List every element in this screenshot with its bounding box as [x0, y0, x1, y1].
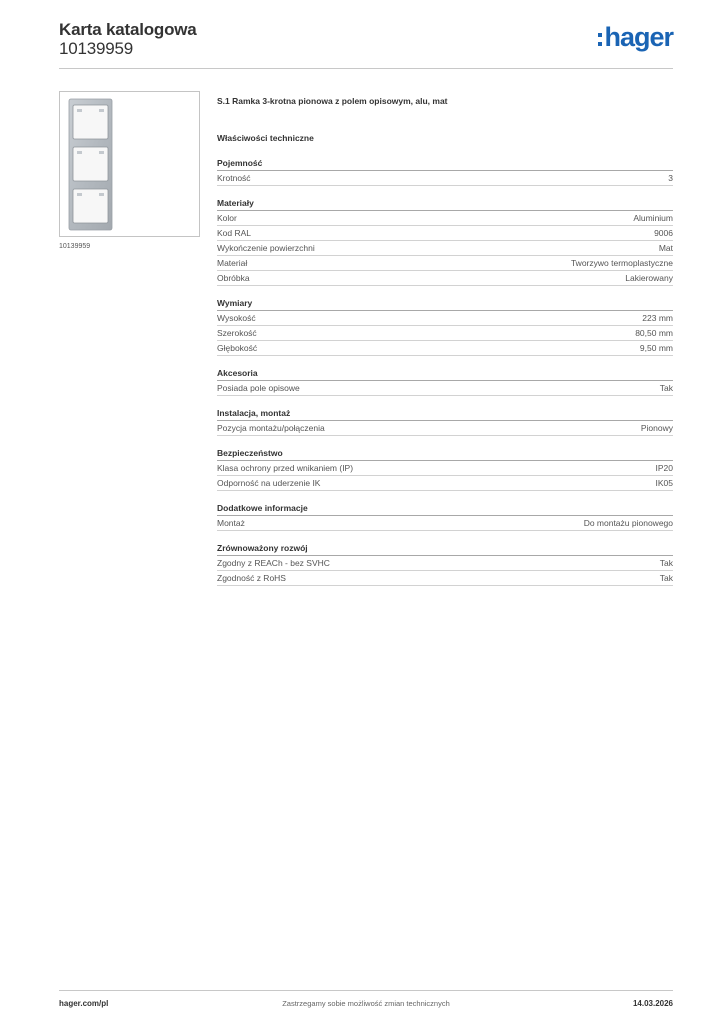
spec-row — [217, 211, 673, 226]
spec-group — [217, 296, 673, 356]
spec-label: Odporność na uderzenie IK — [217, 478, 321, 488]
spec-label: Krotność — [217, 173, 251, 183]
spec-group — [217, 366, 673, 396]
spec-group — [217, 406, 673, 436]
document-title: Karta katalogowa — [59, 20, 197, 39]
product-name: S.1 Ramka 3-krotna pionowa z polem opisowym, alu, mat — [217, 96, 448, 106]
spec-value: Tak — [659, 383, 673, 393]
spec-value: Tworzywo termoplastyczne — [570, 258, 673, 268]
spec-value: 80,50 mm — [635, 328, 673, 338]
spec-value: 223 mm — [642, 313, 673, 323]
spec-group — [217, 541, 673, 586]
spec-group-title: Wymiary — [217, 296, 673, 311]
spec-value: IK05 — [655, 478, 673, 488]
spec-row — [217, 241, 673, 256]
spec-row — [217, 421, 673, 436]
spec-row — [217, 311, 673, 326]
spec-group-title: Bezpieczeństwo — [217, 446, 673, 461]
footer-disclaimer: Zastrzegamy sobie możliwość zmian technicznych — [282, 999, 450, 1008]
spec-value: Aluminium — [633, 213, 673, 223]
triple-frame-image-icon — [60, 92, 199, 236]
spec-value: 9,50 mm — [639, 343, 673, 353]
spec-group-title: Zrównoważony rozwój — [217, 541, 673, 556]
spec-group — [217, 501, 673, 531]
spec-value: Tak — [659, 573, 673, 583]
footer-divider — [59, 990, 673, 991]
header-divider — [59, 68, 673, 69]
spec-value: 9006 — [654, 228, 673, 238]
spec-group — [217, 196, 673, 286]
spec-group — [217, 446, 673, 491]
spec-label: Montaż — [217, 518, 245, 528]
spec-row — [217, 476, 673, 491]
spec-row — [217, 556, 673, 571]
spec-row — [217, 381, 673, 396]
spec-value: 3 — [668, 173, 673, 183]
footer-website: hager.com/pl — [59, 999, 109, 1008]
spec-value: IP20 — [655, 463, 673, 473]
spec-label: Kolor — [217, 213, 237, 223]
spec-row — [217, 516, 673, 531]
product-image — [59, 91, 200, 237]
spec-label: Pozycja montażu/połączenia — [217, 423, 325, 433]
spec-label: Głębokość — [217, 343, 258, 353]
spec-value: Tak — [659, 558, 673, 568]
section-title: Właściwości techniczne — [217, 133, 314, 143]
spec-label: Zgodny z REACh - bez SVHC — [217, 558, 330, 568]
specification — [217, 96, 673, 596]
spec-row — [217, 326, 673, 341]
footer-date: 14.03.2026 — [632, 999, 673, 1008]
spec-label: Obróbka — [217, 273, 250, 283]
spec-group — [217, 156, 673, 186]
product-image-caption: 10139959 — [59, 243, 91, 250]
spec-value: Mat — [658, 243, 673, 253]
spec-row — [217, 571, 673, 586]
spec-value: Do montażu pionowego — [583, 518, 673, 528]
spec-label: Wysokość — [217, 313, 256, 323]
spec-label: Klasa ochrony przed wnikaniem (IP) — [217, 463, 354, 473]
spec-label: Szerokość — [217, 328, 257, 338]
spec-group-title: Instalacja, montaż — [217, 406, 673, 421]
spec-row — [217, 171, 673, 186]
document-footer — [59, 990, 673, 1020]
spec-row — [217, 226, 673, 241]
spec-group-title: Dodatkowe informacje — [217, 501, 673, 516]
spec-row — [217, 256, 673, 271]
spec-group-title: Akcesoria — [217, 366, 673, 381]
spec-label: Zgodność z RoHS — [217, 573, 286, 583]
spec-row — [217, 341, 673, 356]
spec-label: Materiał — [217, 258, 248, 268]
logo-dots-icon — [598, 33, 602, 46]
spec-label: Posiada pole opisowe — [217, 383, 300, 393]
spec-group-title: Pojemność — [217, 156, 673, 171]
spec-value: Lakierowany — [625, 273, 673, 283]
document-header — [59, 20, 673, 70]
spec-groups — [217, 156, 673, 586]
document-number: 10139959 — [59, 39, 134, 58]
logo-text: hager — [604, 22, 673, 52]
spec-row — [217, 271, 673, 286]
spec-value: Pionowy — [640, 423, 673, 433]
hager-logo — [598, 24, 673, 51]
spec-row — [217, 461, 673, 476]
spec-label: Wykończenie powierzchni — [217, 243, 315, 253]
spec-label: Kod RAL — [217, 228, 252, 238]
spec-group-title: Materiały — [217, 196, 673, 211]
